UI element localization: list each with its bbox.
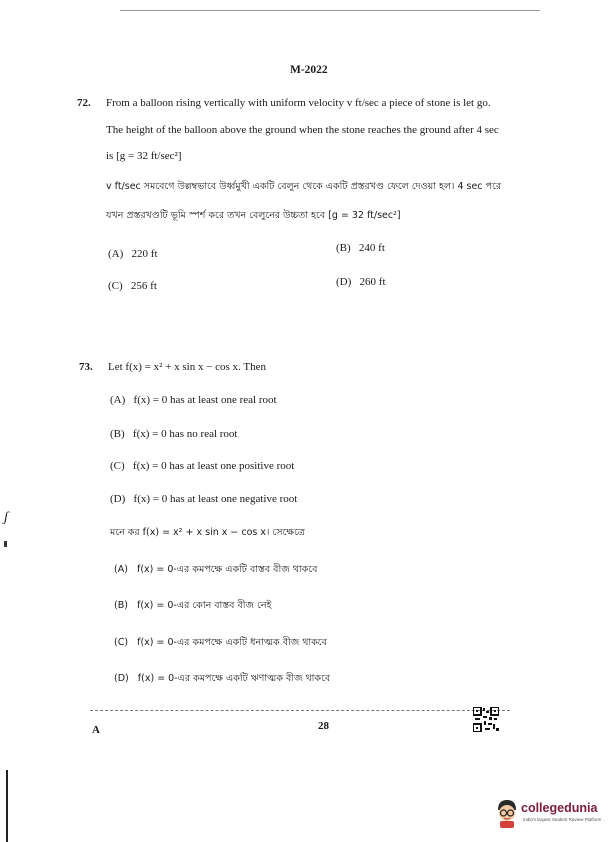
option-text: f(x) = 0 has no real root (132, 428, 238, 440)
option-text: f(x) = 0 has at least one positive root (132, 460, 295, 472)
option-text: 260 ft (359, 276, 386, 288)
q72-option-c (108, 280, 157, 292)
q73-option-c-bn (114, 636, 327, 651)
option-text: f(x) = 0-এর কমপক্ষে একটি ঋণাত্মক বীজ থাকবে (137, 673, 331, 684)
q73-option-d-bn (114, 672, 330, 687)
mascot-icon (494, 798, 520, 828)
collegedunia-logo (494, 796, 604, 832)
q73-option-d-en (110, 493, 297, 505)
q72-en-line1: From a balloon rising vertically with uniform velocity v ft/sec a piece of stone is let go. (106, 97, 491, 109)
q73-option-b-en (110, 428, 237, 440)
brand-name: collegedunia (521, 801, 598, 815)
q73-option-a-bn (114, 563, 317, 578)
q72-en-line2: The height of the balloon above the ground when the stone reaches the ground after 4 sec (106, 124, 499, 136)
option-text: f(x) = 0-এর কোন বাস্তব বীজ নেই (137, 600, 272, 611)
option-text: 220 ft (131, 248, 158, 260)
option-label: (C) (108, 280, 123, 292)
q72-number: 72. (77, 97, 91, 109)
margin-dot (4, 541, 7, 547)
option-label: (C) (114, 637, 129, 648)
option-label: (B) (336, 242, 351, 254)
q73-option-b-bn (114, 599, 271, 614)
option-text: f(x) = 0 has at least one real root (133, 394, 277, 406)
brand-tagline: India's largest Student Review Platform (523, 817, 602, 822)
page-number: 28 (318, 720, 329, 732)
option-text: 256 ft (130, 280, 157, 292)
option-label: (B) (110, 428, 125, 440)
q72-bn-line1: v ft/sec সমবেগে উল্লম্বভাবে উর্ধ্বমুখী একটি বেলুন থেকে একটি প্রস্তরখণ্ড ফেলে দেওয়া হল। 4 sec পরে (106, 181, 502, 192)
q72-en-line3: is [g = 32 ft/sec²] (106, 150, 182, 162)
option-label: (D) (114, 673, 129, 684)
q73-stem-en: Let f(x) = x² + x sin x − cos x. Then (108, 361, 266, 373)
q72-option-b (336, 242, 385, 254)
q73-option-c-en (110, 460, 294, 472)
q72-option-a (108, 248, 158, 260)
option-label: (B) (114, 600, 128, 611)
qr-code-icon (473, 707, 499, 732)
option-label: (D) (110, 493, 126, 505)
option-text: 240 ft (358, 242, 385, 254)
q73-stem-bn: মনে কর f(x) = x² + x sin x − cos x। সেক্ষেত্রে (110, 527, 305, 538)
left-edge-line (6, 770, 8, 842)
option-label: (C) (110, 460, 125, 472)
q72-bn-line2: যখন প্রস্তরখণ্ডটি ভূমি স্পর্শ করে তখন বেলুনের উচ্চতা হবে [g = 32 ft/sec²] (106, 210, 401, 221)
option-text: f(x) = 0 has at least one negative root (133, 493, 298, 505)
option-text: f(x) = 0-এর কমপক্ষে একটি বাস্তব বীজ থাকবে (136, 564, 318, 575)
footer-rule (90, 710, 510, 711)
option-label: (A) (114, 564, 128, 575)
q73-number: 73. (79, 361, 93, 373)
option-label: (D) (336, 276, 352, 288)
top-rule (120, 10, 540, 11)
option-label: (A) (110, 394, 126, 406)
q72-option-d (336, 276, 386, 288)
paper-code: M-2022 (290, 64, 328, 76)
option-label: (A) (108, 248, 124, 260)
set-label: A (92, 724, 100, 736)
margin-mark: ʃ (4, 510, 9, 525)
q73-option-a-en (110, 394, 277, 406)
option-text: f(x) = 0-এর কমপক্ষে একটি ধনাত্মক বীজ থাকবে (137, 637, 327, 648)
